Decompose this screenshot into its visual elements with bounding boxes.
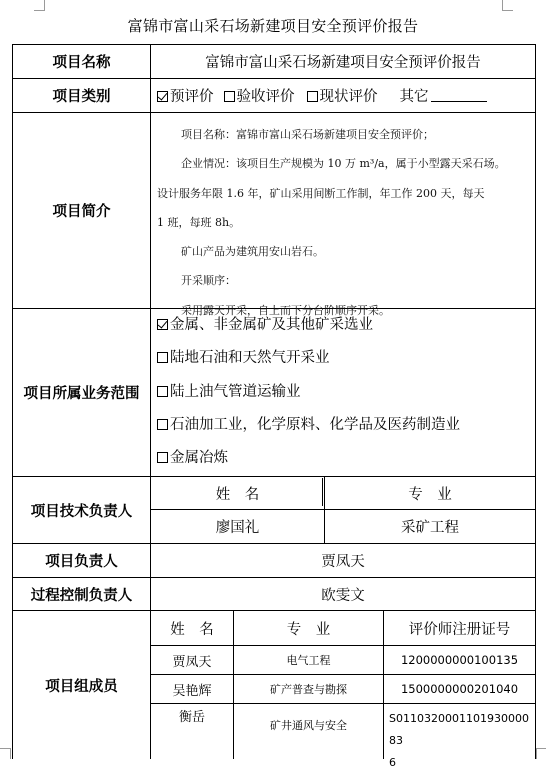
intro-line: 设计服务年限 1.6 年，矿山采用间断工作制，年工作 200 天，每天 <box>157 186 485 200</box>
category-option-acceptance[interactable] <box>224 85 295 106</box>
text-cursor <box>322 478 323 506</box>
intro-line: 开采顺序： <box>181 274 236 288</box>
tech-lead-major-header: 专 业 <box>408 486 452 503</box>
team-row-2-name: 吴艳辉 <box>172 683 212 699</box>
crop-mark-bottom-left <box>0 748 11 759</box>
checkbox-empty-icon <box>157 452 168 463</box>
crop-mark-bottom-right <box>536 748 546 759</box>
tech-lead-major: 采矿工程 <box>401 520 459 536</box>
process-control-lead-label: 过程控制负责人 <box>30 587 133 604</box>
team-row-1-major: 电气工程 <box>286 654 331 667</box>
business-scope-label: 项目所属业务范围 <box>23 386 140 402</box>
project-name-value: 富锦市富山采石场新建项目安全预评价报告 <box>205 55 481 71</box>
scope-item-petrochemical[interactable] <box>157 414 460 436</box>
category-option-label: 现状评价 <box>319 89 378 105</box>
team-row-3-cert <box>389 708 534 774</box>
checkbox-checked-icon <box>157 319 168 330</box>
team-row-3-cert-line1: S011032000110193000083 <box>389 712 529 747</box>
team-header-cert: 评价师注册证号 <box>408 621 511 638</box>
category-option-current-status[interactable] <box>307 85 378 106</box>
project-intro-text <box>157 120 537 325</box>
checkbox-checked-icon <box>157 91 168 102</box>
checkbox-empty-icon <box>307 91 318 102</box>
scope-item-oil-gas-extraction[interactable] <box>157 347 330 369</box>
intro-line: 1 班，每班 8h。 <box>157 215 241 229</box>
project-category-options <box>157 79 535 112</box>
checkbox-empty-icon <box>157 386 168 397</box>
scope-item-pipeline-transport[interactable] <box>157 381 301 403</box>
team-row-1-cert: 1200000000100135 <box>400 653 519 667</box>
scope-item-metal-smelting[interactable] <box>157 447 228 469</box>
process-control-lead-value: 欧雯文 <box>321 587 365 604</box>
team-header-name: 姓 名 <box>170 621 214 638</box>
crop-mark-top-left <box>34 0 45 11</box>
tech-lead-name: 廖国礼 <box>215 520 260 536</box>
crop-mark-top-right <box>502 0 513 11</box>
category-option-other: 其它 <box>399 89 429 105</box>
project-lead-value: 贾凤天 <box>321 554 365 570</box>
checkbox-empty-icon <box>224 91 235 102</box>
scope-item-label: 金属冶炼 <box>170 450 228 466</box>
team-row-2-major: 矿产普查与勘探 <box>270 683 347 696</box>
team-row-3-major: 矿井通风与安全 <box>270 719 347 732</box>
project-category-label: 项目类别 <box>52 89 111 105</box>
team-row-2-cert: 1500000000201040 <box>400 682 519 696</box>
tech-lead-name-header: 姓 名 <box>215 486 260 503</box>
category-option-pre-evaluation[interactable] <box>157 85 214 106</box>
scope-item-label: 陆地石油和天然气开采业 <box>170 350 330 366</box>
document-title: 富锦市富山采石场新建项目安全预评价报告 <box>127 17 419 35</box>
intro-line: 采用露天开采，自上而下分台阶顺序开采。 <box>181 303 390 317</box>
intro-line: 矿山产品为建筑用安山岩石。 <box>181 245 324 259</box>
intro-line: 企业情况：该项目生产规模为 10 万 m³/a，属于小型露天采石场。 <box>181 157 506 171</box>
project-intro-label: 项目简介 <box>52 204 111 220</box>
scope-item-label: 陆上油气管道运输业 <box>170 384 301 400</box>
category-option-label: 验收评价 <box>236 89 295 105</box>
team-row-3-cert-line2: 6 <box>389 756 396 769</box>
team-header-major: 专 业 <box>286 621 331 638</box>
checkbox-empty-icon <box>157 419 168 430</box>
project-lead-label: 项目负责人 <box>45 554 118 570</box>
project-name-label: 项目名称 <box>52 55 111 71</box>
tech-lead-label: 项目技术负责人 <box>30 503 133 520</box>
other-blank-line[interactable] <box>431 89 487 102</box>
team-row-3-name: 衡岳 <box>178 709 205 725</box>
category-option-label: 预评价 <box>170 89 214 105</box>
team-members-label: 项目组成员 <box>45 678 118 695</box>
checkbox-empty-icon <box>157 352 168 363</box>
intro-line: 项目名称：富锦市富山采石场新建项目安全预评价； <box>181 128 434 141</box>
scope-item-label: 金属、非金属矿及其他矿采选业 <box>170 317 373 333</box>
scope-item-label: 石油加工业，化学原料、化学品及医药制造业 <box>170 417 460 433</box>
scope-item-mining[interactable] <box>157 314 373 336</box>
team-row-1-name: 贾凤天 <box>172 654 212 670</box>
